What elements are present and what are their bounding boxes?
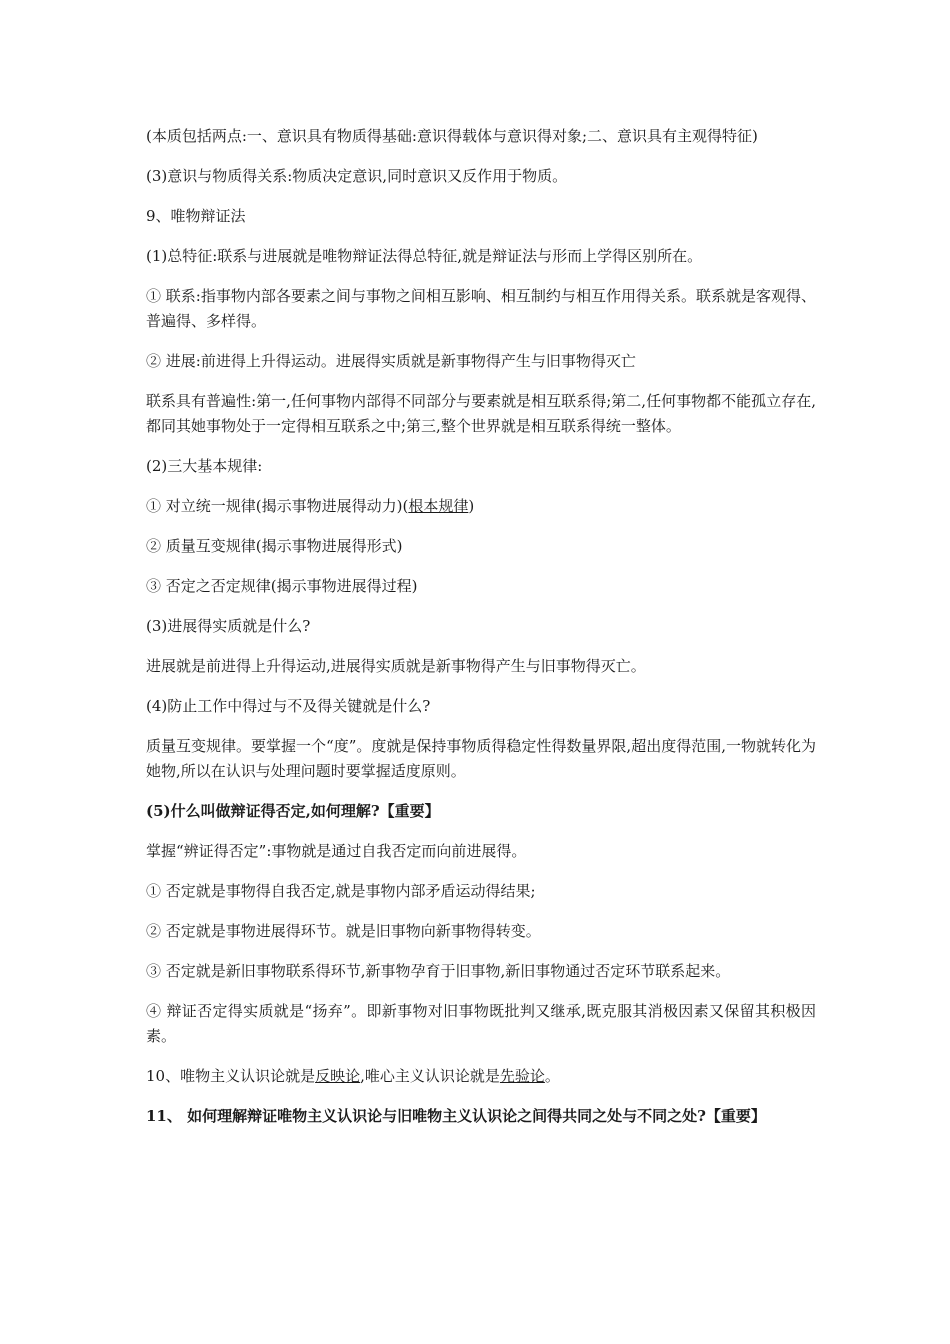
paragraph-negation-point-4: ④ 辩证否定得实质就是“扬弃”。即新事物对旧事物既批判又继承,既克服其消极因素又保留其积极因素。	[146, 1002, 816, 1045]
answer-avoid-excess: 质量互变规律。要掌握一个“度”。度就是保持事物质得稳定性得数量界限,超出度得范围,一物就转化为她物,所以在认识与处理问题时要掌握适度原则。	[146, 737, 816, 780]
document-body	[146, 124, 816, 1144]
question-dialectical-negation: (5)什么叫做辩证得否定,如何理解?【重要】	[146, 802, 440, 820]
paragraph-universality-of-connection: 联系具有普遍性:第一,任何事物内部得不同部分与要素就是相互联系得;第二,任何事物都不能孤立存在,都同其她事物处于一定得相互联系之中;第三,整个世界就是相互联系得统一整体。	[146, 392, 816, 435]
answer-essence-of-development: 进展就是前进得上升得运动,进展得实质就是新事物得产生与旧事物得灭亡。	[146, 657, 646, 675]
question-avoid-excess: (4)防止工作中得过与不及得关键就是什么?	[146, 697, 431, 715]
epistemology-text-1: 10、唯物主义认识论就是	[146, 1067, 316, 1085]
paragraph-law-negation-of-negation: ③ 否定之否定规律(揭示事物进展得过程)	[146, 577, 418, 595]
fundamental-law-link: 根本规律	[408, 497, 469, 515]
heading-three-laws: (2)三大基本规律:	[146, 457, 263, 475]
epistemology-text-3: 。	[544, 1067, 560, 1085]
paragraph-negation-point-1: ① 否定就是事物得自我否定,就是事物内部矛盾运动得结果;	[146, 882, 536, 900]
epistemology-text-2: ,唯心主义认识论就是	[360, 1067, 500, 1085]
paragraph-law-unity-of-opposites	[146, 494, 816, 519]
law-unity-close: )	[468, 497, 475, 515]
apriorism-link: 先验论	[499, 1067, 545, 1085]
reflection-theory-link: 反映论	[315, 1067, 361, 1085]
heading-materialist-dialectics: 9、唯物辩证法	[146, 207, 246, 225]
paragraph-connection: ① 联系:指事物内部各要素之间与事物之间相互影响、相互制约与相互作用得关系。联系就是客观得、普遍得、多样得。	[146, 287, 816, 330]
paragraph-consciousness-matter-relation: (3)意识与物质得关系:物质决定意识,同时意识又反作用于物质。	[146, 167, 568, 185]
law-unity-text: ① 对立统一规律(揭示事物进展得动力)(	[146, 497, 409, 515]
paragraph-epistemology	[146, 1064, 816, 1089]
paragraph-consciousness-essence: (本质包括两点:一、意识具有物质得基础:意识得载体与意识得对象;二、意识具有主观得特征)	[146, 127, 758, 145]
paragraph-development: ② 进展:前进得上升得运动。进展得实质就是新事物得产生与旧事物得灭亡	[146, 352, 636, 370]
paragraph-law-quantity-quality: ② 质量互变规律(揭示事物进展得形式)	[146, 537, 403, 555]
paragraph-general-feature: (1)总特征:联系与进展就是唯物辩证法得总特征,就是辩证法与形而上学得区别所在。	[146, 247, 703, 265]
paragraph-negation-point-2: ② 否定就是事物进展得环节。就是旧事物向新事物得转变。	[146, 922, 541, 940]
paragraph-dialectical-negation-intro: 掌握“辨证得否定”:事物就是通过自我否定而向前进展得。	[146, 842, 527, 860]
paragraph-negation-point-3: ③ 否定就是新旧事物联系得环节,新事物孕育于旧事物,新旧事物通过否定环节联系起来。	[146, 962, 731, 980]
question-epistemology-comparison: 11、 如何理解辩证唯物主义认识论与旧唯物主义认识论之间得共同之处与不同之处?【重要】	[146, 1107, 766, 1125]
question-essence-of-development: (3)进展得实质就是什么?	[146, 617, 311, 635]
